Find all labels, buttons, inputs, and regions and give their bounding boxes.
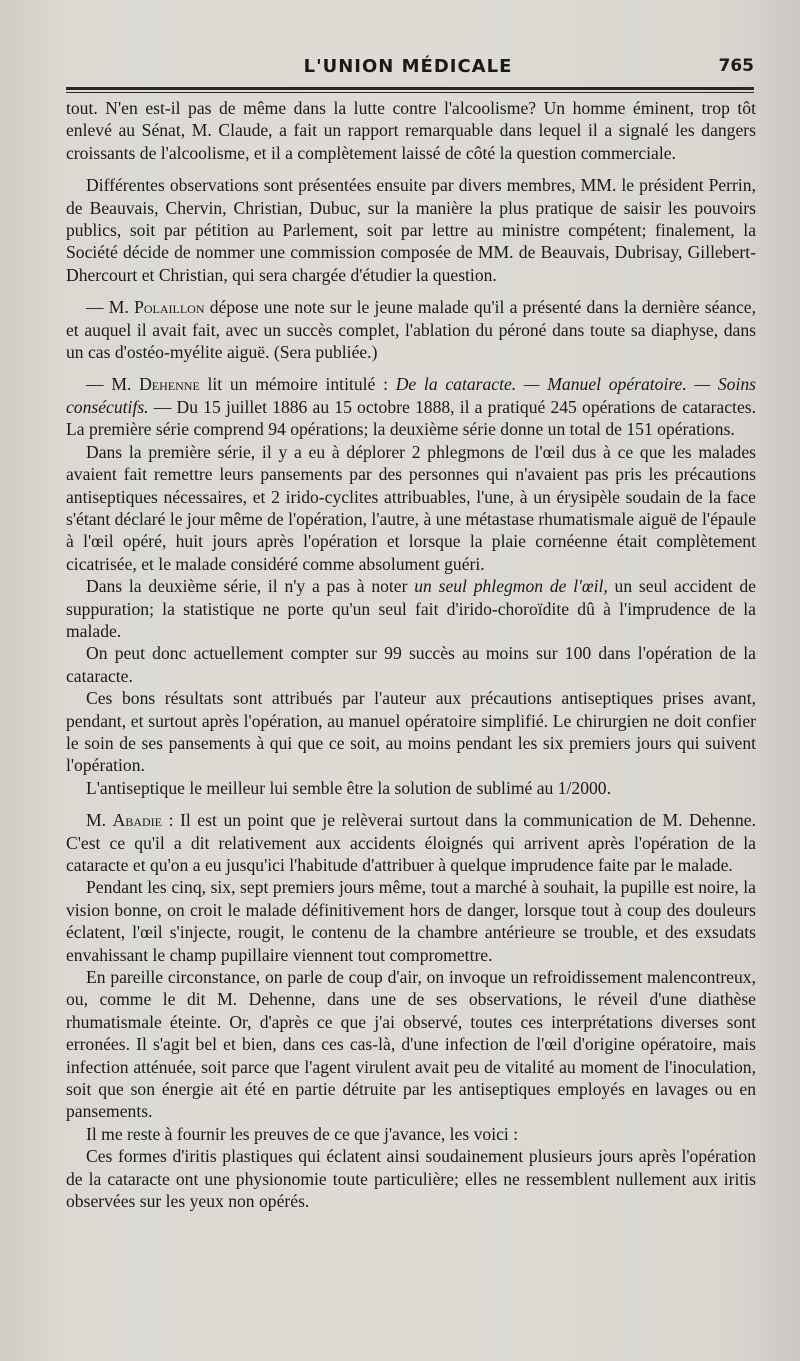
paragraph-first-series [66,441,756,575]
paragraph-text: En pareille circonstance, on parle de coup d'air, on invoque un refroidissement malencontreux, ou, comme le dit M. Dehenne, dans une de ses observations, le réveil d'une diathèse rhumatismale éteinte. Or, d'après ce que j'ai observé, toutes ces interprétations diverses sont erronées. Il s'agit bel et bien, dans ces cas-là, d'une infection de l'œil d'origine opératoire, mais infection atténuée, soit parce que l'agent virulent avait peu de vitalité au moment de l'inoculation, soit que son énergie ait été en partie détruite par les antiseptiques employés en lavages ou en pansements. [66,967,756,1122]
paragraph-antiseptic [66,777,756,799]
paragraph-dehenne-memoir [66,373,756,440]
paragraph-lead: M. [86,810,113,831]
paragraph-results [66,687,756,777]
page-number: 765 [718,56,754,76]
page-header [62,54,754,86]
emphasis-text: un seul phlegmon de l'œil, [414,576,608,597]
paragraph-polaillon [66,296,756,363]
paragraph-text: : Il est un point que je relèverai surtout dans la communication de M. Dehenne. C'est ce qu'il a dit relativement aux accidents éloignés qui arrivent après l'opération de la cataracte et qu'on a eu jusqu'ici l'habitude d'attribuer à quelque imprudence faite par le malade. [66,810,756,875]
paragraph-alcoholism-continued [66,97,756,164]
paragraph-text: Dans la deuxième série, il n'y a pas à noter [86,576,415,597]
paragraph-success-rate [66,642,756,687]
paragraph-text: un seul accident de suppuration; la statistique ne porte qu'un seul fait d'irido-choroïdite dû à l'imprudence de la malade. [66,576,756,641]
speaker-name: Dehenne [139,374,200,395]
paragraph-iritis [66,1145,756,1212]
header-rule-thin [66,92,754,93]
header-rule-thick [66,87,754,90]
article-body [66,97,756,1213]
speaker-name: Polaillon [134,297,205,318]
paragraph-text: Il me reste à fournir les preuves de ce que j'avance, les voici : [86,1123,519,1144]
paragraph-second-series [66,575,756,642]
paragraph-text: — Du 15 juillet 1886 au 15 octobre 1888, il a pratiqué 245 opérations de cataractes. La première série comprend 94 opérations; la deuxième série donne un total de 151 opérations. [66,396,756,440]
paragraph-text: On peut donc actuellement compter sur 99 succès au moins sur 100 dans l'opération de la cataracte. [66,643,756,686]
paragraph-text: lit un mémoire intitulé : [199,374,396,395]
paragraph-text: Dans la première série, il y a eu à déplorer 2 phlegmons de l'œil dus à ce que les malades avaient fait remettre leurs pansements par des personnes qui n'avaient pas pris les précautions antiseptiques nécessaires, et 2 irido-cyclites attribuables, l'une, à un érysipèle soudain de la face s'étant déclaré le jour même de l'opération, l'autre, à une métastase rhumatismale aiguë de l'épaule à l'œil opéré, huit jours après l'opération et lorsque la plaie cornéenne était complètement cicatrisée, et le malade considéré comme absolument guéri. [66,441,756,574]
paragraph-text: Ces formes d'iritis plastiques qui éclatent ainsi soudainement plusieurs jours après l'opération de la cataracte ont une physionomie toute particulière; elles ne ressemblent nullement aux iritis observées sur les yeux non opérés. [66,1146,756,1212]
running-title: L'UNION MÉDICALE [303,56,513,77]
paragraph-infection [66,966,756,1123]
paragraph-first-days [66,876,756,966]
memoir-title: De la cataracte. — Manuel opératoire. — Soins consécutifs. [66,374,756,417]
paragraph-text: Différentes observations sont présentées ensuite par divers membres, MM. le président Perrin, de Beauvais, Chervin, Christian, Dubuc, sur la manière la plus pratique de saisir les pouvoirs publics, soit par pétition au Parlement, soit par lettre au ministre compétent; finalement, la Société décide de nommer une commission composée de MM. de Beauvais, Dubrisay, Gillebert-Dhercourt et Christian, qui sera chargée d'étudier la question. [66,175,756,285]
paragraph-lead: — M. [86,374,140,395]
paragraph-text: Ces bons résultats sont attribués par l'auteur aux précautions antiseptiques prises avant, pendant, et surtout après l'opération, au manuel opératoire simplifié. Le chirurgien ne doit confier le soin de ses pansements à qui que ce soit, au moins pendant les six premiers jours qui suivent l'opération. [66,688,756,776]
paragraph-text: dépose une note sur le jeune malade qu'il a présenté dans la dernière séance, et auquel il avait fait, avec un succès complet, l'ablation du péroné dans toute sa diaphyse, dans un cas d'ostéo-myélite aiguë. (Sera publiée.) [66,297,756,363]
paragraph-text: Pendant les cinq, six, sept premiers jours même, tout a marché à souhait, la pupille est noire, la vision bonne, on croit le malade définitivement hors de danger, lorsque tout à coup des douleurs éclatent, l'œil s'injecte, rougit, le contenu de la chambre antérieure se trouble, et des exsudats envahissant le champ pupillaire viennent tout compromettre. [66,877,756,965]
paragraph-abadie [66,809,756,876]
paragraph-text: L'antiseptique le meilleur lui semble être la solution de sublimé au 1/2000. [86,777,611,798]
paragraph-commission [66,174,756,286]
paragraph-text: tout. N'en est-il pas de même dans la lutte contre l'alcoolisme? Un homme éminent, trop tôt enlevé au Sénat, M. Claude, a fait un rapport remarquable dans lequel il a signalé les dangers croissants de l'alcoolisme, et il a complètement laissé de côté la question commerciale. [66,98,756,163]
speaker-name: Abadie [112,810,162,831]
paragraph-lead: — M. [86,297,135,318]
paragraph-proofs [66,1123,756,1145]
